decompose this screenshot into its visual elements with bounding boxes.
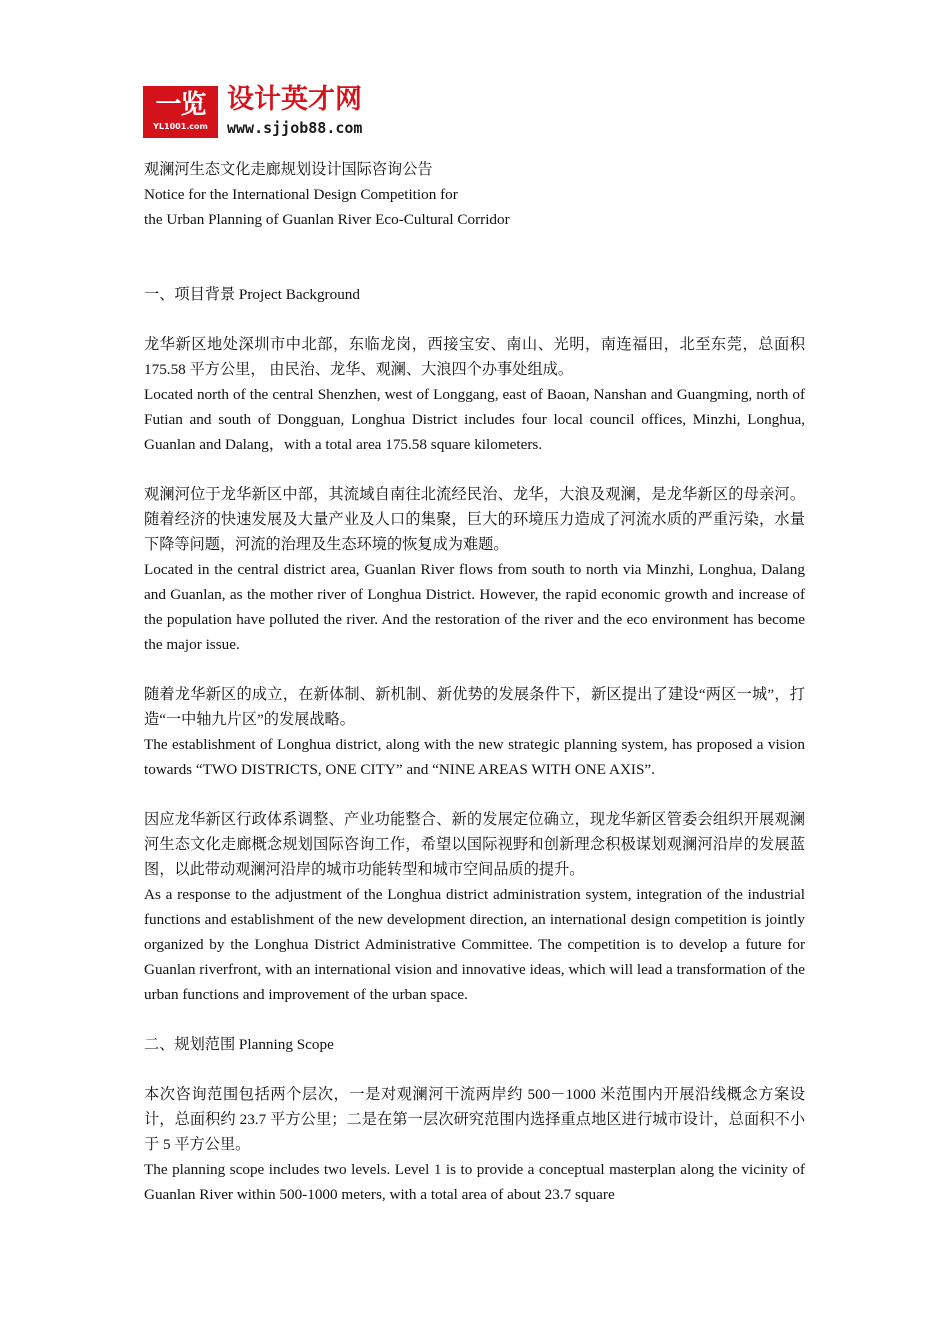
logo-mark-text: 一览 [155, 90, 206, 120]
paragraph-competition-zh: 因应龙华新区行政体系调整、产业功能整合、新的发展定位确立，现龙华新区管委会组织开展观澜河生态文化走廊概念规划国际咨询工作，希望以国际视野和创新理念积极谋划观澜河沿岸的发展蓝图，以此带动观澜河沿岸的城市功能转型和城市空间品质的提升。 [144, 811, 805, 878]
title-en-line-1: Notice for the International Design Competition for [144, 186, 458, 203]
section-heading-scope: 二、规划范围 Planning Scope [144, 1036, 334, 1053]
paragraph-competition-en: As a response to the adjustment of the Longhua district administration system, integration of the industrial functions and establishment of the new development direction, an international design competition is jointly organized by the Longhua District Administrative Committee. The competition is to develop a future for Guanlan riverfront, with an international vision and innovative ideas, which will lead a transformation of the urban functions and improvement of the urban space. [144, 886, 805, 1003]
section-heading-background: 一、项目背景 Project Background [144, 286, 360, 303]
logo-mark-subtext: YL1001.com [153, 122, 208, 131]
document-body [144, 157, 805, 1207]
paragraph-location-zh: 龙华新区地处深圳市中北部，东临龙岗，西接宝安、南山、光明，南连福田，北至东莞，总面积 175.58 平方公里， 由民治、龙华、观澜、大浪四个办事处组成。 [144, 336, 805, 378]
paragraph-strategy-zh: 随着龙华新区的成立，在新体制、新机制、新优势的发展条件下，新区提出了建设“两区一城”，打造“一中轴九片区”的发展战略。 [144, 686, 805, 728]
paragraph-strategy-en: The establishment of Longhua district, along with the new strategic planning system, has proposed a vision towards “TWO DISTRICTS, ONE CITY” and “NINE AREAS WITH ONE AXIS”. [144, 736, 805, 778]
title-en-line-2: the Urban Planning of Guanlan River Eco-Cultural Corridor [144, 211, 510, 228]
paragraph-scope-zh: 本次咨询范围包括两个层次，一是对观澜河干流两岸约 500－1000 米范围内开展沿线概念方案设计，总面积约 23.7 平方公里；二是在第一层次研究范围内选择重点地区进行城市设计，总面积不小于 5 平方公里。 [144, 1086, 805, 1153]
paragraph-river-zh: 观澜河位于龙华新区中部，其流域自南往北流经民治、龙华，大浪及观澜，是龙华新区的母亲河。随着经济的快速发展及大量产业及人口的集聚，巨大的环境压力造成了河流水质的严重污染，水量下降等问题，河流的治理及生态环境的恢复成为难题。 [144, 486, 805, 553]
logo-mark [143, 86, 218, 138]
logo-brand-name [227, 83, 362, 117]
paragraph-location-en: Located north of the central Shenzhen, west of Longgang, east of Baoan, Nanshan and Guangming, north of Futian and south of Dongguan, Longhua District includes four local council offices, Minzhi, Longhua, Guanlan and Dalang，with a total area 175.58 square kilometers. [144, 386, 805, 453]
logo-brand-text: 设计英才网 [227, 84, 362, 115]
paragraph-river-en: Located in the central district area, Guanlan River flows from south to north via Minzhi, Longhua, Dalang and Guanlan, as the mother river of Longhua District. However, the rapid economic growth and increase of the population have polluted the river. And the restoration of the river and the eco environment has become the major issue. [144, 561, 805, 653]
title-zh: 观澜河生态文化走廊规划设计国际咨询公告 [144, 161, 433, 178]
paragraph-scope-en: The planning scope includes two levels. Level 1 is to provide a conceptual masterplan along the vicinity of Guanlan River within 500-1000 meters, with a total area of about 23.7 square [144, 1161, 805, 1203]
site-logo[interactable] [143, 86, 388, 138]
logo-url: www.sjjob88.com [227, 119, 363, 137]
